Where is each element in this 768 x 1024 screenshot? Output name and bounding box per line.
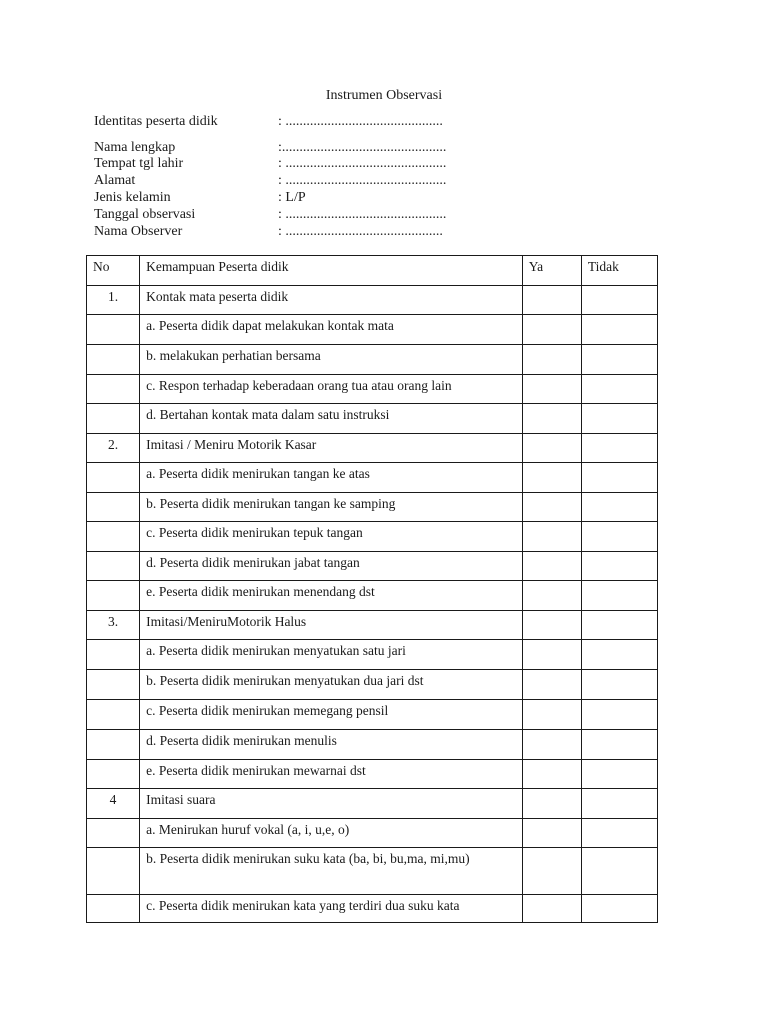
table-row [87, 670, 658, 700]
row-number [87, 493, 140, 522]
row-text: b. Peserta didik menirukan tangan ke samping [140, 493, 523, 522]
row-number [87, 463, 140, 493]
yes-cell[interactable] [522, 670, 581, 700]
no-answer-cell[interactable] [581, 404, 657, 434]
identity-value: : .............................................. [278, 156, 447, 171]
document-title: Instrumen Observasi [325, 88, 443, 103]
row-number [87, 375, 140, 404]
table-row [87, 345, 658, 375]
identity-value: : .............................................. [278, 207, 447, 222]
identity-row-observer [94, 223, 494, 240]
no-answer-cell[interactable] [581, 286, 657, 315]
table-row [87, 463, 658, 493]
header-ability: Kemampuan Peserta didik [140, 256, 523, 286]
row-number [87, 581, 140, 611]
identity-label: Nama Observer [94, 224, 183, 239]
yes-cell[interactable] [522, 493, 581, 522]
row-text: e. Peserta didik menirukan mewarnai dst [140, 760, 523, 789]
header-no-answer: Tidak [581, 256, 657, 286]
yes-cell[interactable] [522, 848, 581, 895]
yes-cell[interactable] [522, 315, 581, 345]
no-answer-cell[interactable] [581, 581, 657, 611]
no-answer-cell[interactable] [581, 315, 657, 345]
row-number: 4 [87, 789, 140, 819]
yes-cell[interactable] [522, 819, 581, 848]
yes-cell[interactable] [522, 640, 581, 670]
identity-label: Nama lengkap [94, 140, 176, 155]
yes-cell[interactable] [522, 611, 581, 640]
table-row [87, 700, 658, 730]
row-number [87, 345, 140, 375]
row-number: 1. [87, 286, 140, 315]
yes-cell[interactable] [522, 522, 581, 552]
no-answer-cell[interactable] [581, 522, 657, 552]
no-answer-cell[interactable] [581, 375, 657, 404]
header-no: No [87, 256, 140, 286]
table-row [87, 493, 658, 522]
yes-cell[interactable] [522, 895, 581, 923]
row-number [87, 700, 140, 730]
table-row [87, 895, 658, 923]
identity-label: Alamat [94, 173, 136, 188]
row-text: Kontak mata peserta didik [140, 286, 523, 315]
no-answer-cell[interactable] [581, 760, 657, 789]
identity-label: Tempat tgl lahir [94, 156, 184, 171]
table-row [87, 315, 658, 345]
row-number [87, 760, 140, 789]
row-number [87, 670, 140, 700]
identity-value: : ............................................. [278, 224, 443, 239]
no-answer-cell[interactable] [581, 895, 657, 923]
yes-cell[interactable] [522, 286, 581, 315]
table-row [87, 522, 658, 552]
yes-cell[interactable] [522, 345, 581, 375]
yes-cell[interactable] [522, 404, 581, 434]
header-yes: Ya [522, 256, 581, 286]
row-text: Imitasi/MeniruMotorik Halus [140, 611, 523, 640]
row-text: c. Peserta didik menirukan memegang pensil [140, 700, 523, 730]
identity-value: : .............................................. [278, 173, 447, 188]
yes-cell[interactable] [522, 730, 581, 760]
row-text: b. melakukan perhatian bersama [140, 345, 523, 375]
row-text: a. Peserta didik dapat melakukan kontak mata [140, 315, 523, 345]
yes-cell[interactable] [522, 760, 581, 789]
observation-table [86, 255, 658, 923]
row-text: d. Bertahan kontak mata dalam satu instruksi [140, 404, 523, 434]
identity-value: :............................................... [278, 140, 447, 155]
table-row [87, 404, 658, 434]
table-row [87, 819, 658, 848]
row-text: a. Menirukan huruf vokal (a, i, u,e, o) [140, 819, 523, 848]
row-number: 3. [87, 611, 140, 640]
no-answer-cell[interactable] [581, 611, 657, 640]
table-row [87, 375, 658, 404]
yes-cell[interactable] [522, 789, 581, 819]
row-number [87, 552, 140, 581]
row-text: e. Peserta didik menirukan menendang dst [140, 581, 523, 611]
identity-row-birth [94, 155, 494, 172]
no-answer-cell[interactable] [581, 700, 657, 730]
identity-label: Jenis kelamin [94, 190, 171, 205]
table-header-row [87, 256, 658, 286]
row-number [87, 315, 140, 345]
table-row [87, 434, 658, 463]
row-text: b. Peserta didik menirukan suku kata (ba, bi, bu,ma, mi,mu) [140, 848, 523, 895]
no-answer-cell[interactable] [581, 848, 657, 895]
no-answer-cell[interactable] [581, 789, 657, 819]
identity-row-gender [94, 189, 494, 206]
yes-cell[interactable] [522, 375, 581, 404]
no-answer-cell[interactable] [581, 640, 657, 670]
identity-row-observation-date [94, 206, 494, 223]
row-text: Imitasi suara [140, 789, 523, 819]
row-text: Imitasi / Meniru Motorik Kasar [140, 434, 523, 463]
table-row [87, 760, 658, 789]
table-row [87, 611, 658, 640]
table-row [87, 640, 658, 670]
no-answer-cell[interactable] [581, 434, 657, 463]
yes-cell[interactable] [522, 434, 581, 463]
row-text: c. Peserta didik menirukan kata yang terdiri dua suku kata [140, 895, 523, 923]
row-text: d. Peserta didik menirukan menulis [140, 730, 523, 760]
identity-value: : L/P [278, 190, 306, 205]
yes-cell[interactable] [522, 700, 581, 730]
identity-value: : ............................................. [278, 114, 443, 129]
no-answer-cell[interactable] [581, 730, 657, 760]
no-answer-cell[interactable] [581, 552, 657, 581]
row-text: a. Peserta didik menirukan menyatukan satu jari [140, 640, 523, 670]
table-row [87, 286, 658, 315]
row-number [87, 730, 140, 760]
row-number [87, 404, 140, 434]
row-number: 2. [87, 434, 140, 463]
table-row [87, 552, 658, 581]
row-text: c. Respon terhadap keberadaan orang tua atau orang lain [140, 375, 523, 404]
no-answer-cell[interactable] [581, 463, 657, 493]
identity-label: Tanggal observasi [94, 207, 196, 222]
row-text: b. Peserta didik menirukan menyatukan dua jari dst [140, 670, 523, 700]
no-answer-cell[interactable] [581, 670, 657, 700]
identity-row-full-name [94, 139, 494, 156]
row-number [87, 819, 140, 848]
table-row [87, 730, 658, 760]
yes-cell[interactable] [522, 581, 581, 611]
row-number [87, 895, 140, 923]
row-number [87, 640, 140, 670]
identity-label: Identitas peserta didik [94, 114, 218, 129]
yes-cell[interactable] [522, 463, 581, 493]
table-row [87, 789, 658, 819]
row-number [87, 522, 140, 552]
identity-row-address [94, 172, 494, 189]
row-text: a. Peserta didik menirukan tangan ke atas [140, 463, 523, 493]
row-number [87, 848, 140, 895]
row-text: d. Peserta didik menirukan jabat tangan [140, 552, 523, 581]
identity-row-student [94, 113, 494, 130]
no-answer-cell[interactable] [581, 493, 657, 522]
no-answer-cell[interactable] [581, 819, 657, 848]
table-row [87, 848, 658, 895]
no-answer-cell[interactable] [581, 345, 657, 375]
table-row [87, 581, 658, 611]
yes-cell[interactable] [522, 552, 581, 581]
row-text: c. Peserta didik menirukan tepuk tangan [140, 522, 523, 552]
